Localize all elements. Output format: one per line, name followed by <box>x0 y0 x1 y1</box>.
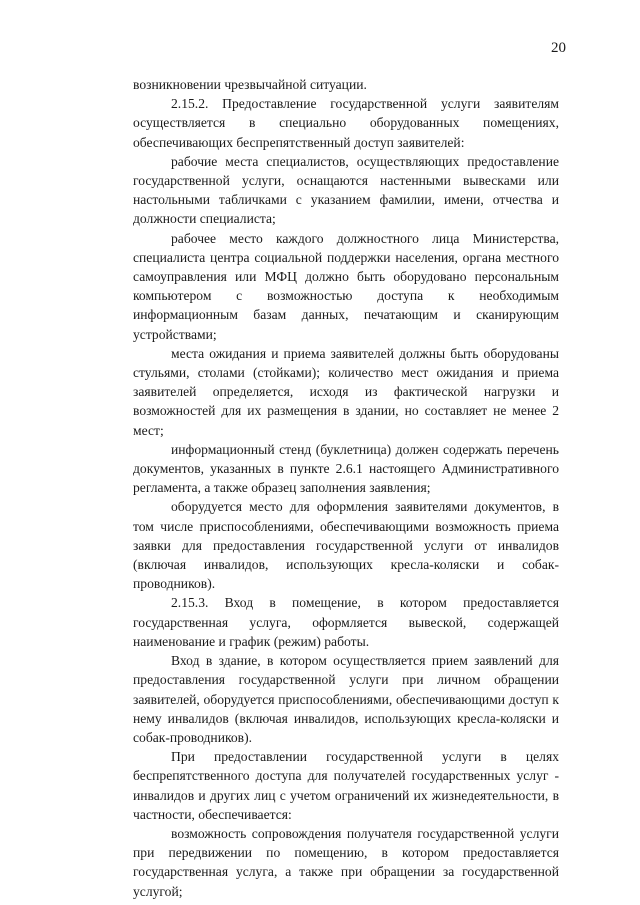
paragraph-building-entrance: Вход в здание, в котором осуществляется прием заявлений для предоставления государственной услуги при личном обращении заявителей, оборудуется приспособлениями, обеспечивающими доступ к нему инвалидов (включая инвалидов, использующих кресла-коляски и собак-проводников). <box>133 653 559 745</box>
paragraph-accessibility-provision: При предоставлении государственной услуги в целях беспрепятственного доступа для получателей государственных услуг - инвалидов и других лиц с учетом ограничений их жизнедеятельности, в частности, обеспечивается: <box>133 749 559 822</box>
paragraph-waiting-area: места ожидания и приема заявителей должны быть оборудованы стульями, столами (стойками); количество мест ожидания и приема заявителей определяется, исходя из фактической нагрузки и возможностей для их размещения в здании, но составляет не менее 2 мест; <box>133 345 559 438</box>
paragraph-continuation: возникновении чрезвычайной ситуации. <box>133 77 367 92</box>
paragraph-workplace-equipment: рабочее место каждого должностного лица Министерства, специалиста центра социальной поддержки населения, органа местного самоуправления или МФЦ должно быть оборудовано персональным компьютером с возможностью доступа к необходимым информационным базам данных, печатающим и сканирующим устройствами; <box>133 230 559 342</box>
paragraph-escort-possibility: возможность сопровождения получателя государственной услуги при передвижении по помещению, в котором предоставляется государственная услуга, а также при обращении за государственной услугой; <box>133 825 559 899</box>
paragraph-information-stand: информационный стенд (буклетница) должен содержать перечень документов, указанных в пункте 2.6.1 настоящего Административного регламента, а также образец заполнения заявления; <box>133 441 559 496</box>
paragraph-workplaces-signage: рабочие места специалистов, осуществляющих предоставление государственной услуги, оснащаются настенными вывесками или настольными табличками с указанием фамилии, имени, отчества и должности специалиста; <box>133 153 559 227</box>
paragraph-document-preparation-place: оборудуется место для оформления заявителями документов, в том числе приспособлениями, обеспечивающими возможность приема заявки для предоставления государственной услуги от инвалидов (включая инвалидов, использующих кресла-коляски и собак-проводников). <box>133 499 559 592</box>
paragraph-2-15-2: 2.15.2. Предоставление государственной услуги заявителям осуществляется в специально оборудованных помещениях, обеспечивающих беспрепятственный доступ заявителей: <box>133 96 559 150</box>
document-body <box>133 75 559 901</box>
paragraph-2-15-3: 2.15.3. Вход в помещение, в котором предоставляется государственная услуга, оформляется вывеской, содержащей наименование и график (режим) работы. <box>133 595 559 649</box>
page-number: 20 <box>551 40 566 56</box>
